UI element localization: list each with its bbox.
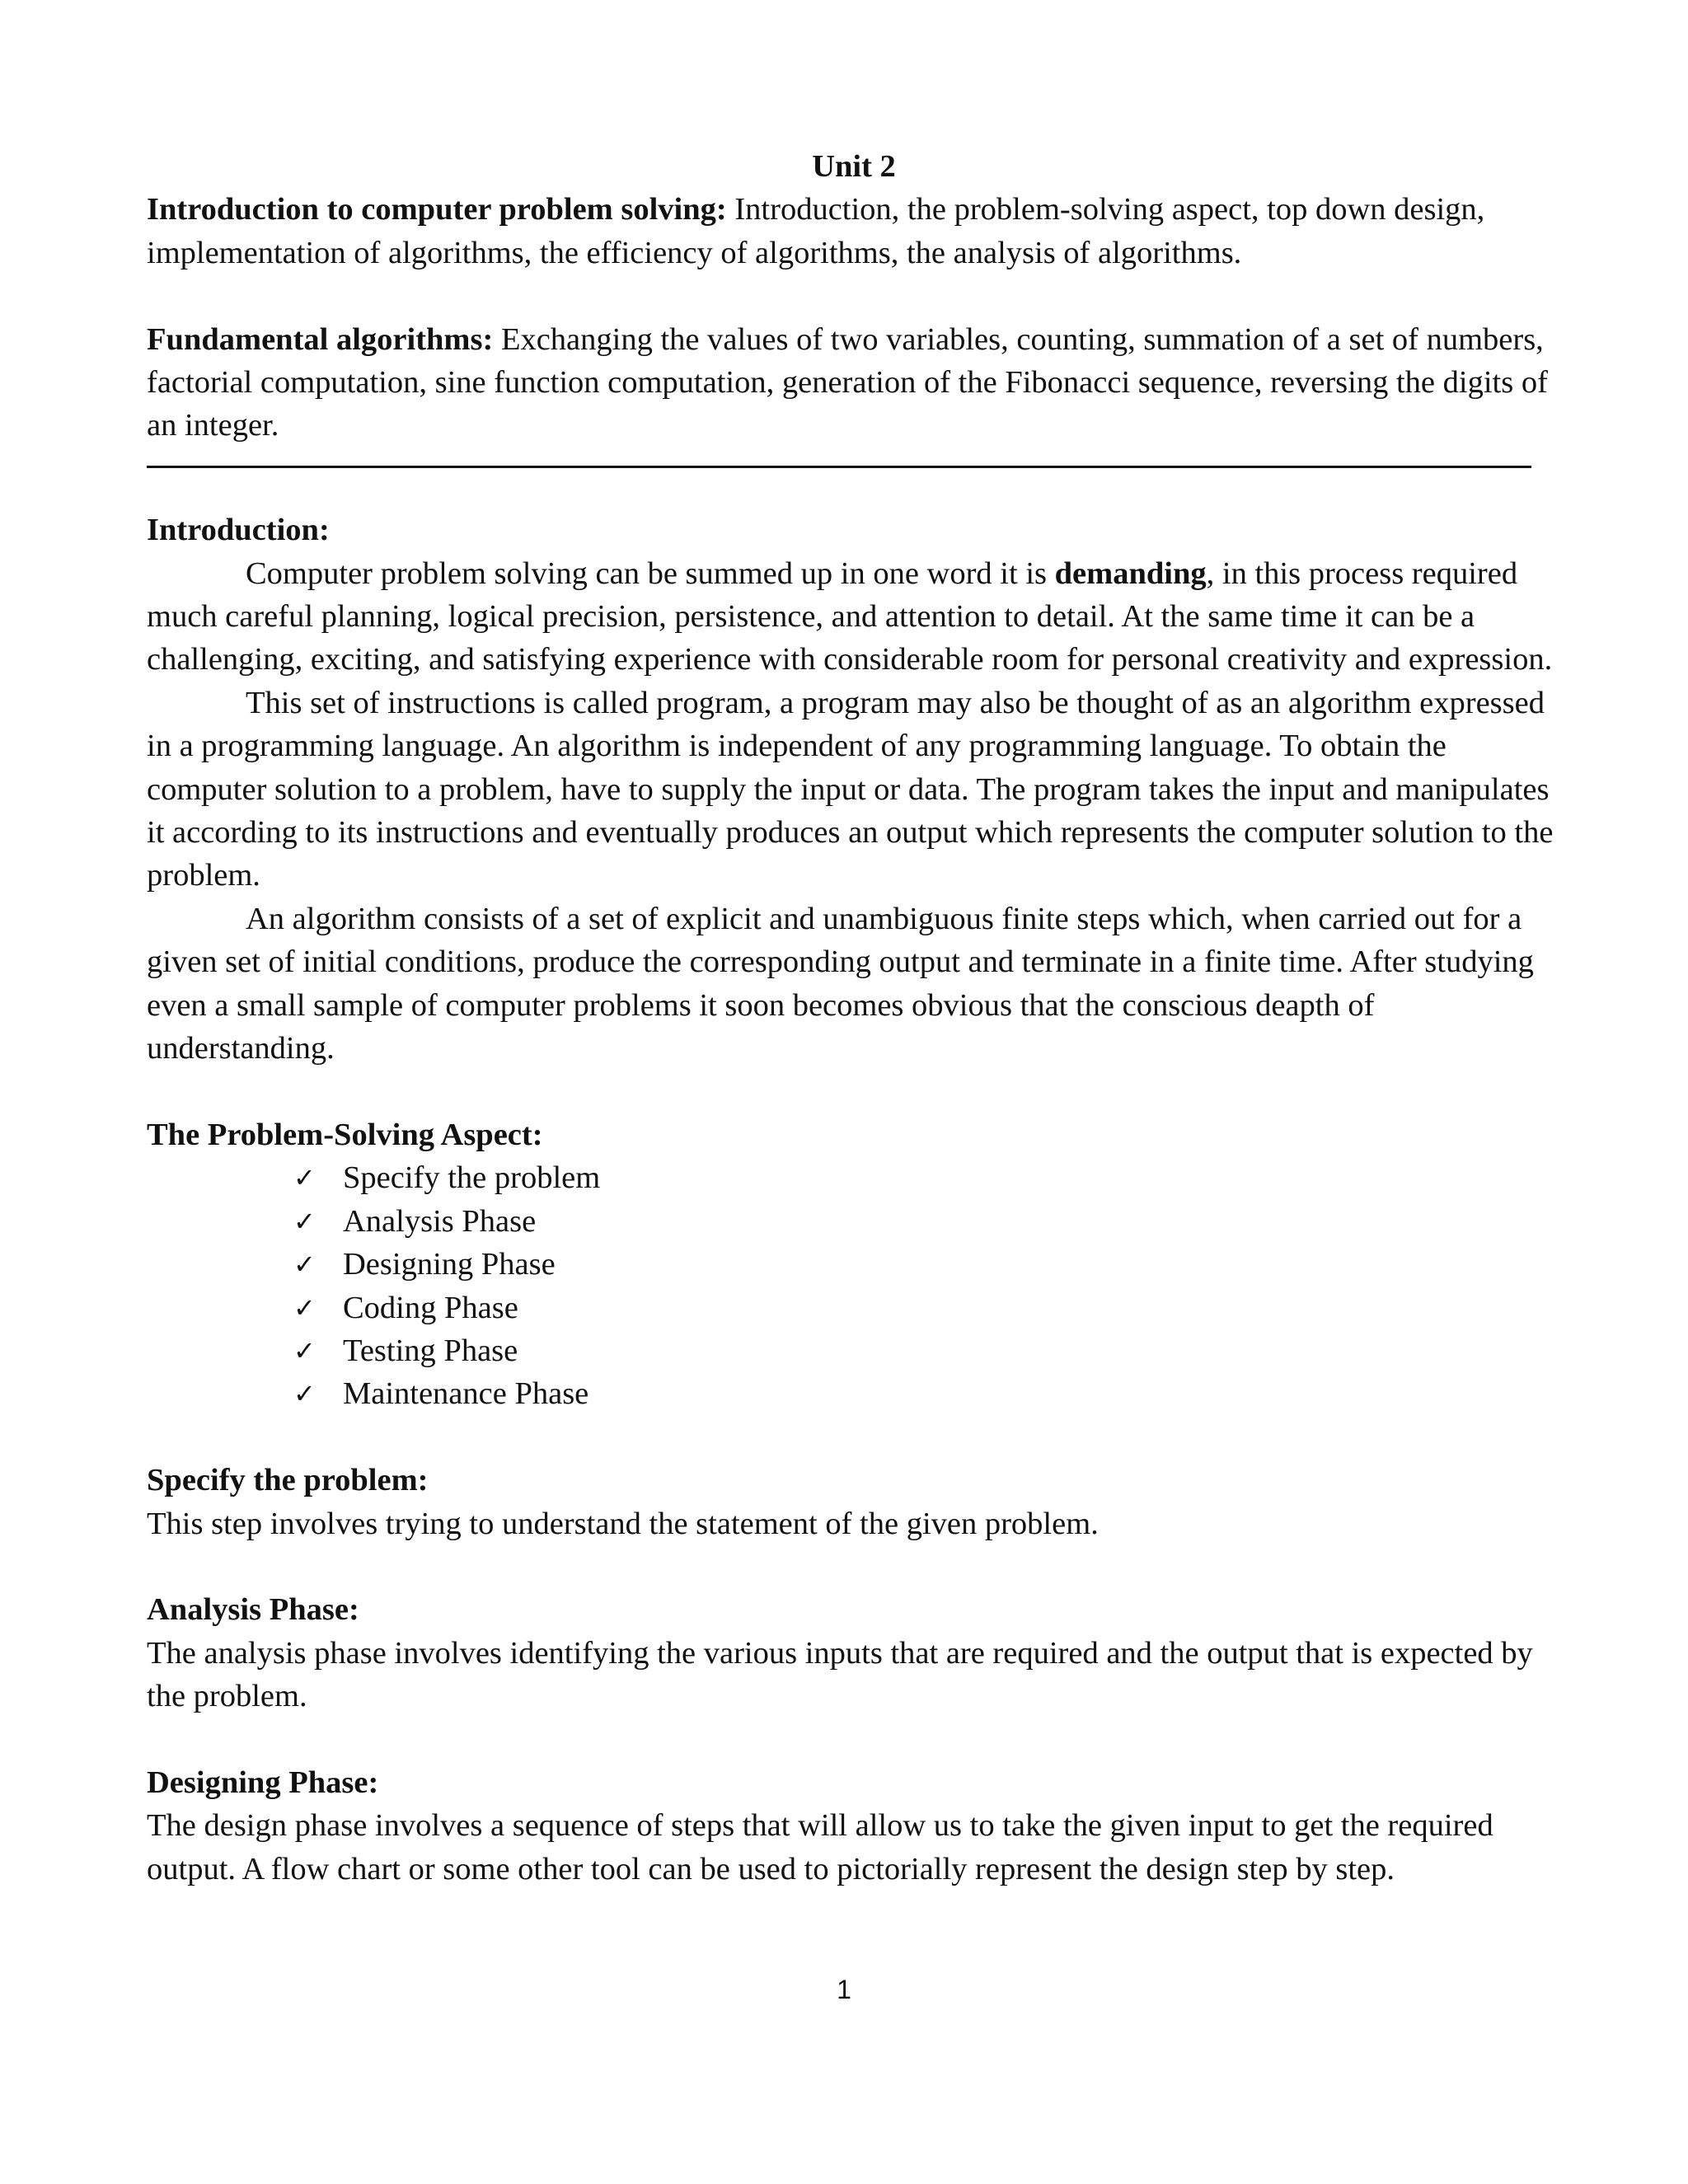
document-page [147,145,1561,1891]
list-item-label: Coding Phase [343,1290,518,1325]
spacer [147,1416,1561,1459]
introduction-p1-after: , in this process required much careful planning, logical precision, persistence, and attention to detail. At the same time it can be a challenging, exciting, and satisfying experience with considerable room for personal creativity and expression. [147,555,1553,677]
syllabus-fundamental-paragraph [147,318,1561,448]
page-number: 1 [837,1975,851,2004]
list-item-label: Designing Phase [343,1247,556,1282]
syllabus-fundamental-text: Exchanging the values of two variables, counting, summation of a set of numbers, factorial computation, sine function computation, generation of the Fibonacci sequence, reversing the digits of an integer. [147,321,1548,443]
list-item [293,1286,1561,1329]
syllabus-intro-paragraph [147,188,1561,274]
list-item [293,1243,1561,1286]
problem-solving-checklist [147,1156,1561,1415]
list-item-label: Analysis Phase [343,1203,537,1239]
designing-text: The design phase involves a sequence of steps that will allow us to take the given input to get the required output. A flow chart or some other tool can be used to pictorially represent the design step by step. [147,1808,1493,1886]
specify-heading: Specify the problem: [147,1463,429,1498]
introduction-paragraph-1 [147,552,1561,682]
list-item-label: Maintenance Phase [343,1376,589,1412]
list-item [293,1329,1561,1372]
introduction-paragraph-3: An algorithm consists of a set of explicit and unambiguous finite steps which, when carried out for a given set of initial conditions, produce the corresponding output and terminate in a finite time. After studying even a small sample of computer problems it soon becomes obvious that the conscious deapth of understanding. [147,901,1534,1066]
spacer [147,1071,1561,1113]
checkmark-icon: ✓ [293,1378,316,1410]
introduction-heading: Introduction: [147,513,330,548]
checkmark-icon: ✓ [293,1205,316,1237]
spacer [147,1545,1561,1588]
list-item-label: Specify the problem [343,1160,601,1196]
list-item-label: Testing Phase [343,1333,518,1368]
checkmark-icon: ✓ [293,1291,316,1324]
syllabus-fundamental-heading: Fundamental algorithms: [147,321,494,357]
designing-heading: Designing Phase: [147,1765,379,1800]
analysis-heading: Analysis Phase: [147,1592,359,1628]
specify-text: This step involves trying to understand the statement of the given problem. [147,1506,1099,1541]
unit-title: Unit 2 [812,149,896,184]
introduction-paragraph-2: This set of instructions is called program, a program may also be thought of as an algorithm expressed in a programming language. An algorithm is independent of any programming language. To obtain the computer solution to a problem, have to supply the input or data. The program takes the input and manipulates it according to its instructions and eventually produces an output which represents the computer solution to the problem. [147,685,1554,893]
problem-solving-heading: The Problem-Solving Aspect: [147,1117,543,1152]
introduction-p1-bold: demanding [1054,555,1207,591]
analysis-text: The analysis phase involves identifying the various inputs that are required and the output that is expected by the problem. [147,1635,1533,1714]
checkmark-icon: ✓ [293,1162,316,1194]
checkmark-icon: ✓ [293,1334,316,1366]
syllabus-intro-heading: Introduction to computer problem solving: [147,192,727,227]
list-item [293,1372,1561,1415]
horizontal-divider [147,466,1531,468]
spacer [147,274,1561,317]
checkmark-icon: ✓ [293,1249,316,1281]
list-item [293,1156,1561,1199]
syllabus-intro-text: Introduction, the problem-solving aspect, top down design, implementation of algorithms, the efficiency of algorithms, the analysis of algorithms. [147,192,1485,270]
divider-container [147,466,1561,509]
introduction-p1-before: Computer problem solving can be summed up in one word it is [246,555,1055,591]
list-item [293,1200,1561,1243]
spacer [147,1718,1561,1761]
